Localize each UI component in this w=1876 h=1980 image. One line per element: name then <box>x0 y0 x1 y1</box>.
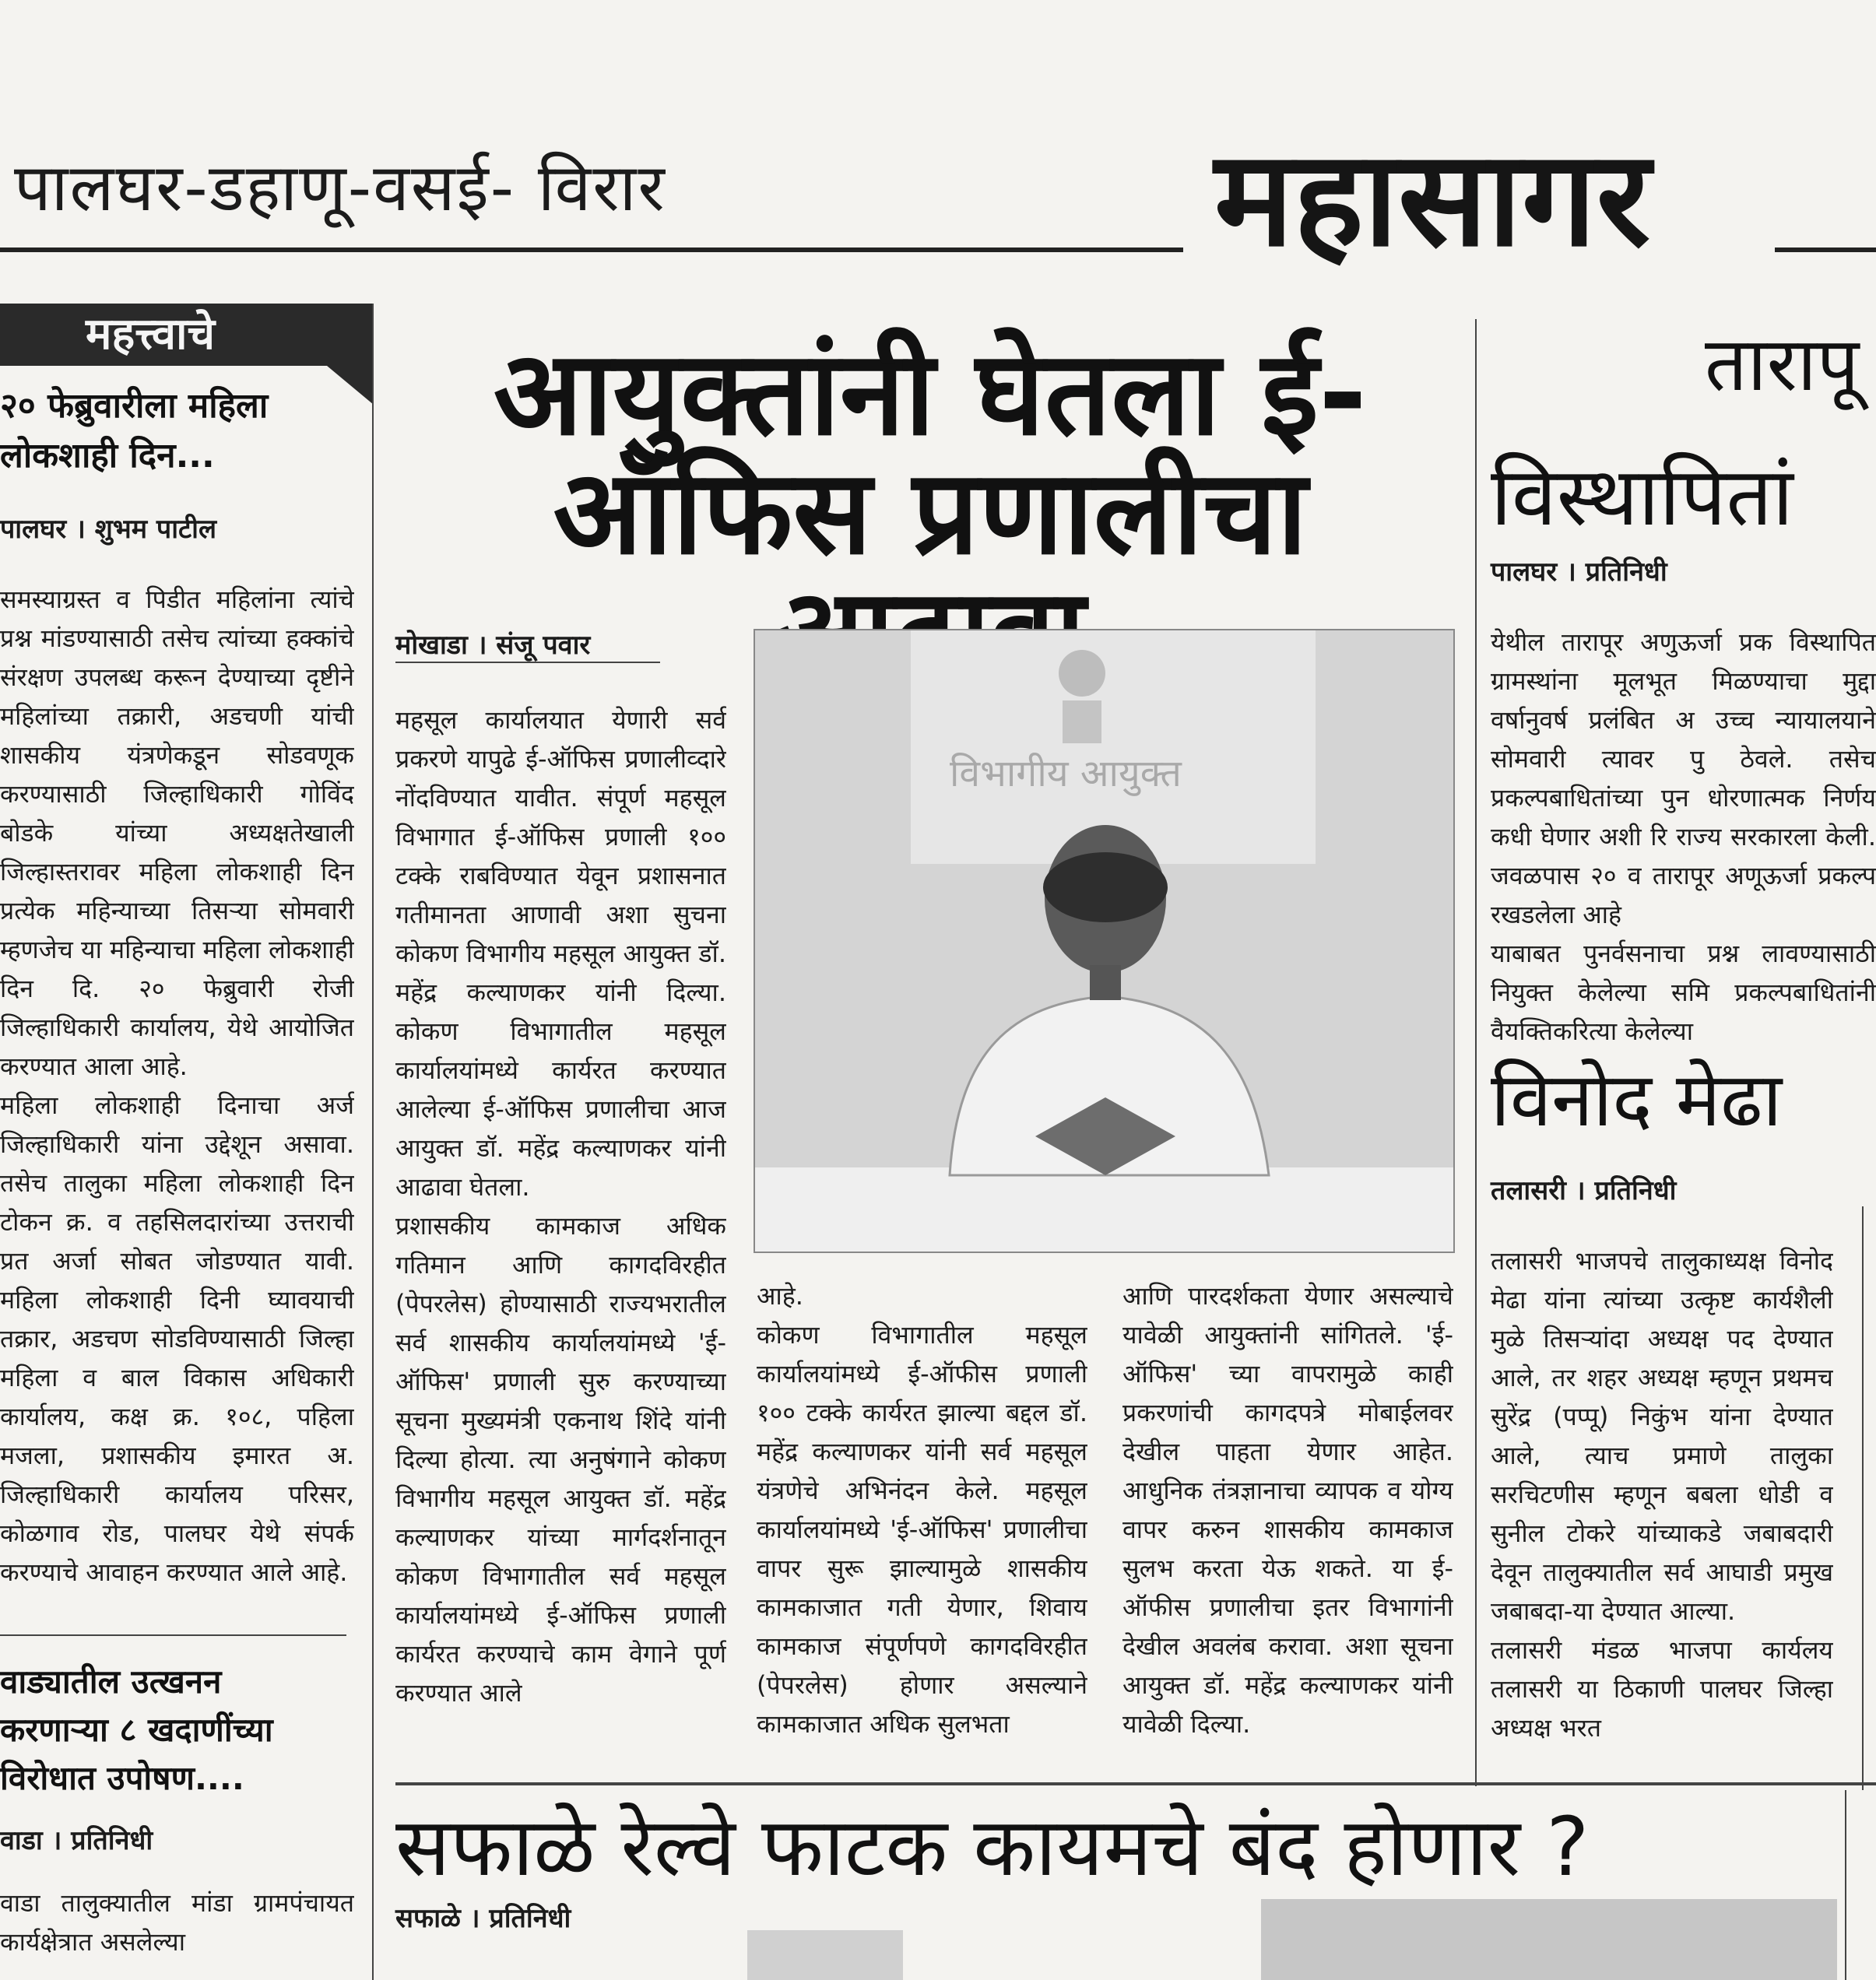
left-story2-body: वाडा तालुक्यातील मांडा ग्रामपंचायत कार्यक्षेत्रात असलेल्या <box>0 1888 354 1957</box>
left-story1-headline-line1: २० फेब्रुवारीला महिला <box>0 386 269 426</box>
photo-illustration <box>755 630 1453 1252</box>
left-story2-headline <box>0 1658 366 1803</box>
main-column-1: महसूल कार्यालयात येणारी सर्व प्रकरणे यापुढे ई-ऑफिस प्रणालीव्दारे नोंदविण्यात यावीत. संपूर्ण महसूल विभागात ई-ऑफिस प्रणाली १०० टक्के राबविण्यात येवून प्रशासनात गतीमानता आणावी अशा सुचना कोकण विभागीय महसूल आयुक्त डॉ. महेंद्र कल्याणकर यांनी दिल्या. कोकण विभागातील महसूल कार्यालयांमध्ये कार्यरत करण्यात आलेल्या ई-ऑफिस प्रणालीचा आज आयुक्त डॉ. महेंद्र कल्याणकर यांनी आढावा घेतला. प्रशासकीय कामकाज अधिक गतिमान आणि कागदविरहीत (पेपरलेस) होण्यासाठी राज्यभरातील सर्व शासकीय कार्यालयांमध्ये 'ई-ऑफिस' प्रणाली सुरु करण्याच्या सूचना मुख्यमंत्री एकनाथ शिंदे यांनी दिल्या होत्या. त्या अनुषंगाने कोकण विभागीय महसूल आयुक्त डॉ. महेंद्र कल्याणकर यांच्या मार्गदर्शनातून कोकण विभागातील सर्व महसूल कार्यालयांमध्ये ई-ऑफिस प्रणाली कार्यरत करण्याचे काम वेगाने पूर्ण करण्यात आले <box>395 705 726 1708</box>
bottom-right-rule <box>1845 1790 1846 1980</box>
header-rule-left <box>0 248 1183 252</box>
header-rule-right <box>1775 248 1876 252</box>
right-body: येथील तारापूर अणुऊर्जा प्रक विस्थापित ग्रामस्थांना मूलभूत मिळण्याचा मुद्दा वर्षानुवर्ष प्रलंबित अ उच्च न्यायालयाने सोमवारी त्यावर पु ठेवले. तसेच प्रकल्पबाधितांच्या पुन धोरणात्मक निर्णय कधी घेणार अशी रि राज्य सरकारला केली. जवळपास २० व तारापूर अणूऊर्जा प्रकल्प रखडलेला आहे याबाबत पुनर्वसनाचा प्रश्न लावण्यासाठी नियुक्त केलेल्या समि प्रकल्पबाधितांनी वैयक्तिकरित्या केलेल्या <box>1491 627 1876 1046</box>
right-headline: विस्थापितां <box>1491 449 1793 544</box>
right-story2-byline: तलासरी । प्रतिनिधी <box>1491 1175 1677 1206</box>
right-inner-rule <box>1862 1206 1864 1790</box>
left-divider <box>0 1634 346 1636</box>
right-kicker: तारापू <box>1705 321 1860 408</box>
left-story2-headline-line3: विरोधात उपोषण.... <box>0 1759 244 1797</box>
left-story2-byline: वाडा । प्रतिनिधी <box>0 1825 153 1856</box>
left-story2-headline-line1: वाड्यातील उत्खनन <box>0 1662 222 1701</box>
main-column-2: आहे. कोकण विभागातील महसूल कार्यालयांमध्ये ई-ऑफीस प्रणाली १०० टक्के कार्यरत झाल्या बद्दल डॉ. महेंद्र कल्याणकर यांनी सर्व महसूल यंत्रणेचे अभिनंदन केले. महसूल कार्यालयांमध्ये 'ई-ऑफिस' प्रणालीचा वापर सुरू झाल्यामुळे शासकीय कामकाजात गती येणार, शिवाय कामकाज संपूर्णपणे कागदविरहीत (पेपरलेस) होणार असल्याने कामकाजात अधिक सुलभता <box>757 1281 1087 1739</box>
photo-wall-sign: विभागीय आयुक्त <box>950 752 1182 795</box>
section-title: पालघर-डहाणू-वसई- विरार <box>14 149 666 226</box>
main-byline: मोखाडा । संजू पवार <box>395 630 591 661</box>
left-column-rule <box>372 304 374 1980</box>
left-story1-headline-line2: लोकशाही दिन... <box>0 436 215 476</box>
newspaper-masthead: महासागर <box>1214 121 1651 276</box>
right-story2-headline: विनोद मेढा <box>1491 1056 1783 1143</box>
main-headline-line2: ऑफिस प्रणालीचा <box>553 445 1308 581</box>
main-column-3: आणि पारदर्शकता येणार असल्याचे यावेळी आयुक्तांनी सांगितले. 'ई-ऑफिस' च्या वापरामुळे काही प्रकरणांची कागदपत्रे मोबाईलवर देखील पाहता येणार आहेत. आधुनिक तंत्रज्ञानाचा व्यापक व योग्य वापर करुन शासकीय कामकाज सुलभ करता येऊ शकते. या ई-ऑफीस प्रणालीचा इतर विभागांनी देखील अवलंब करावा. अशा सूचना आयुक्त डॉ. महेंद्र कल्याणकर यांनी यावेळी दिल्या. <box>1122 1281 1453 1739</box>
section-tag: महत्त्वाचे <box>0 304 372 366</box>
bottom-photo-fragment <box>1261 1899 1837 1980</box>
commissioner-photo <box>754 629 1455 1253</box>
bottom-byline: सफाळे । प्रतिनिधी <box>395 1903 571 1934</box>
main-right-rule <box>1475 319 1477 1786</box>
left-story1-body: समस्याग्रस्त व पिडीत महिलांना त्यांचे प्रश्न मांडण्यासाठी तसेच त्यांच्या हक्कांचे संरक्षण उपलब्ध करून देण्याच्या दृष्टीने महिलांच्या तक्रारी, अडचणी यांची शासकीय यंत्रणेकडून सोडवणूक करण्यासाठी जिल्हाधिकारी गोविंद बोडके यांच्या अध्यक्षतेखाली जिल्हास्तरावर महिला लोकशाही दिन प्रत्येक महिन्याच्या तिसऱ्या सोमवारी म्हणजेच या महिन्याचा महिला लोकशाही दिन दि. २० फेब्रुवारी रोजी जिल्हाधिकारी कार्यालय, येथे आयोजित करण्यात आला आहे. महिला लोकशाही दिनाचा अर्ज जिल्हाधिकारी यांना उद्देशून असावा. तसेच तालुका महिला लोकशाही दिन टोकन क्र. व तहसिलदारांच्या उत्तराची प्रत अर्जा सोबत जोडण्यात यावी. महिला लोकशाही दिनी घ्यावयाची तक्रार, अडचण सोडविण्यासाठी जिल्हा महिला व बाल विकास अधिकारी कार्यालय, कक्ष क्र. १०८, पहिला मजला, प्रशासकीय इमारत अ. जिल्हाधिकारी कार्यालय परिसर, कोळगाव रोड, पालघर येथे संपर्क करण्याचे आवाहन करण्यात आले आहे. <box>0 585 354 1587</box>
right-byline: पालघर । प्रतिनिधी <box>1491 556 1667 588</box>
left-story1-headline <box>0 381 366 481</box>
bottom-top-rule <box>395 1782 1876 1785</box>
left-story1-byline: पालघर । शुभम पाटील <box>0 514 217 545</box>
bottom-headline: सफाळे रेल्वे फाटक कायमचे बंद होणार ? <box>395 1799 1590 1894</box>
main-headline-line1: आयुक्तांनी घेतला ई- <box>493 326 1368 462</box>
main-byline-underline <box>395 662 660 663</box>
right-story2-body: तलासरी भाजपचे तालुकाध्यक्ष विनोद मेढा यांना त्यांच्या उत्कृष्ट कार्यशैली मुळे तिसऱ्यांदा अध्यक्ष पद देण्यात आले, तर शहर अध्यक्ष म्हणून प्रथमच सुरेंद्र (पप्पू) निकुंभ यांना देण्यात आले, त्याच प्रमाणे तालुका सरचिटणीस म्हणून बबला धोडी व सुनील टोकरे यांच्याकडे जबाबदारी देवून तालुक्यातील सर्व आघाडी प्रमुख जबाबदा-या देण्यात आल्या. तलासरी मंडळ भाजपा कार्यलय तलासरी या ठिकाणी पालघर जिल्हा अध्यक्ष भरत <box>1491 1246 1833 1743</box>
bottom-photo-fragment-2 <box>747 1930 903 1980</box>
left-story2-headline-line2: करणाऱ्या ८ खदाणींच्या <box>0 1711 273 1749</box>
